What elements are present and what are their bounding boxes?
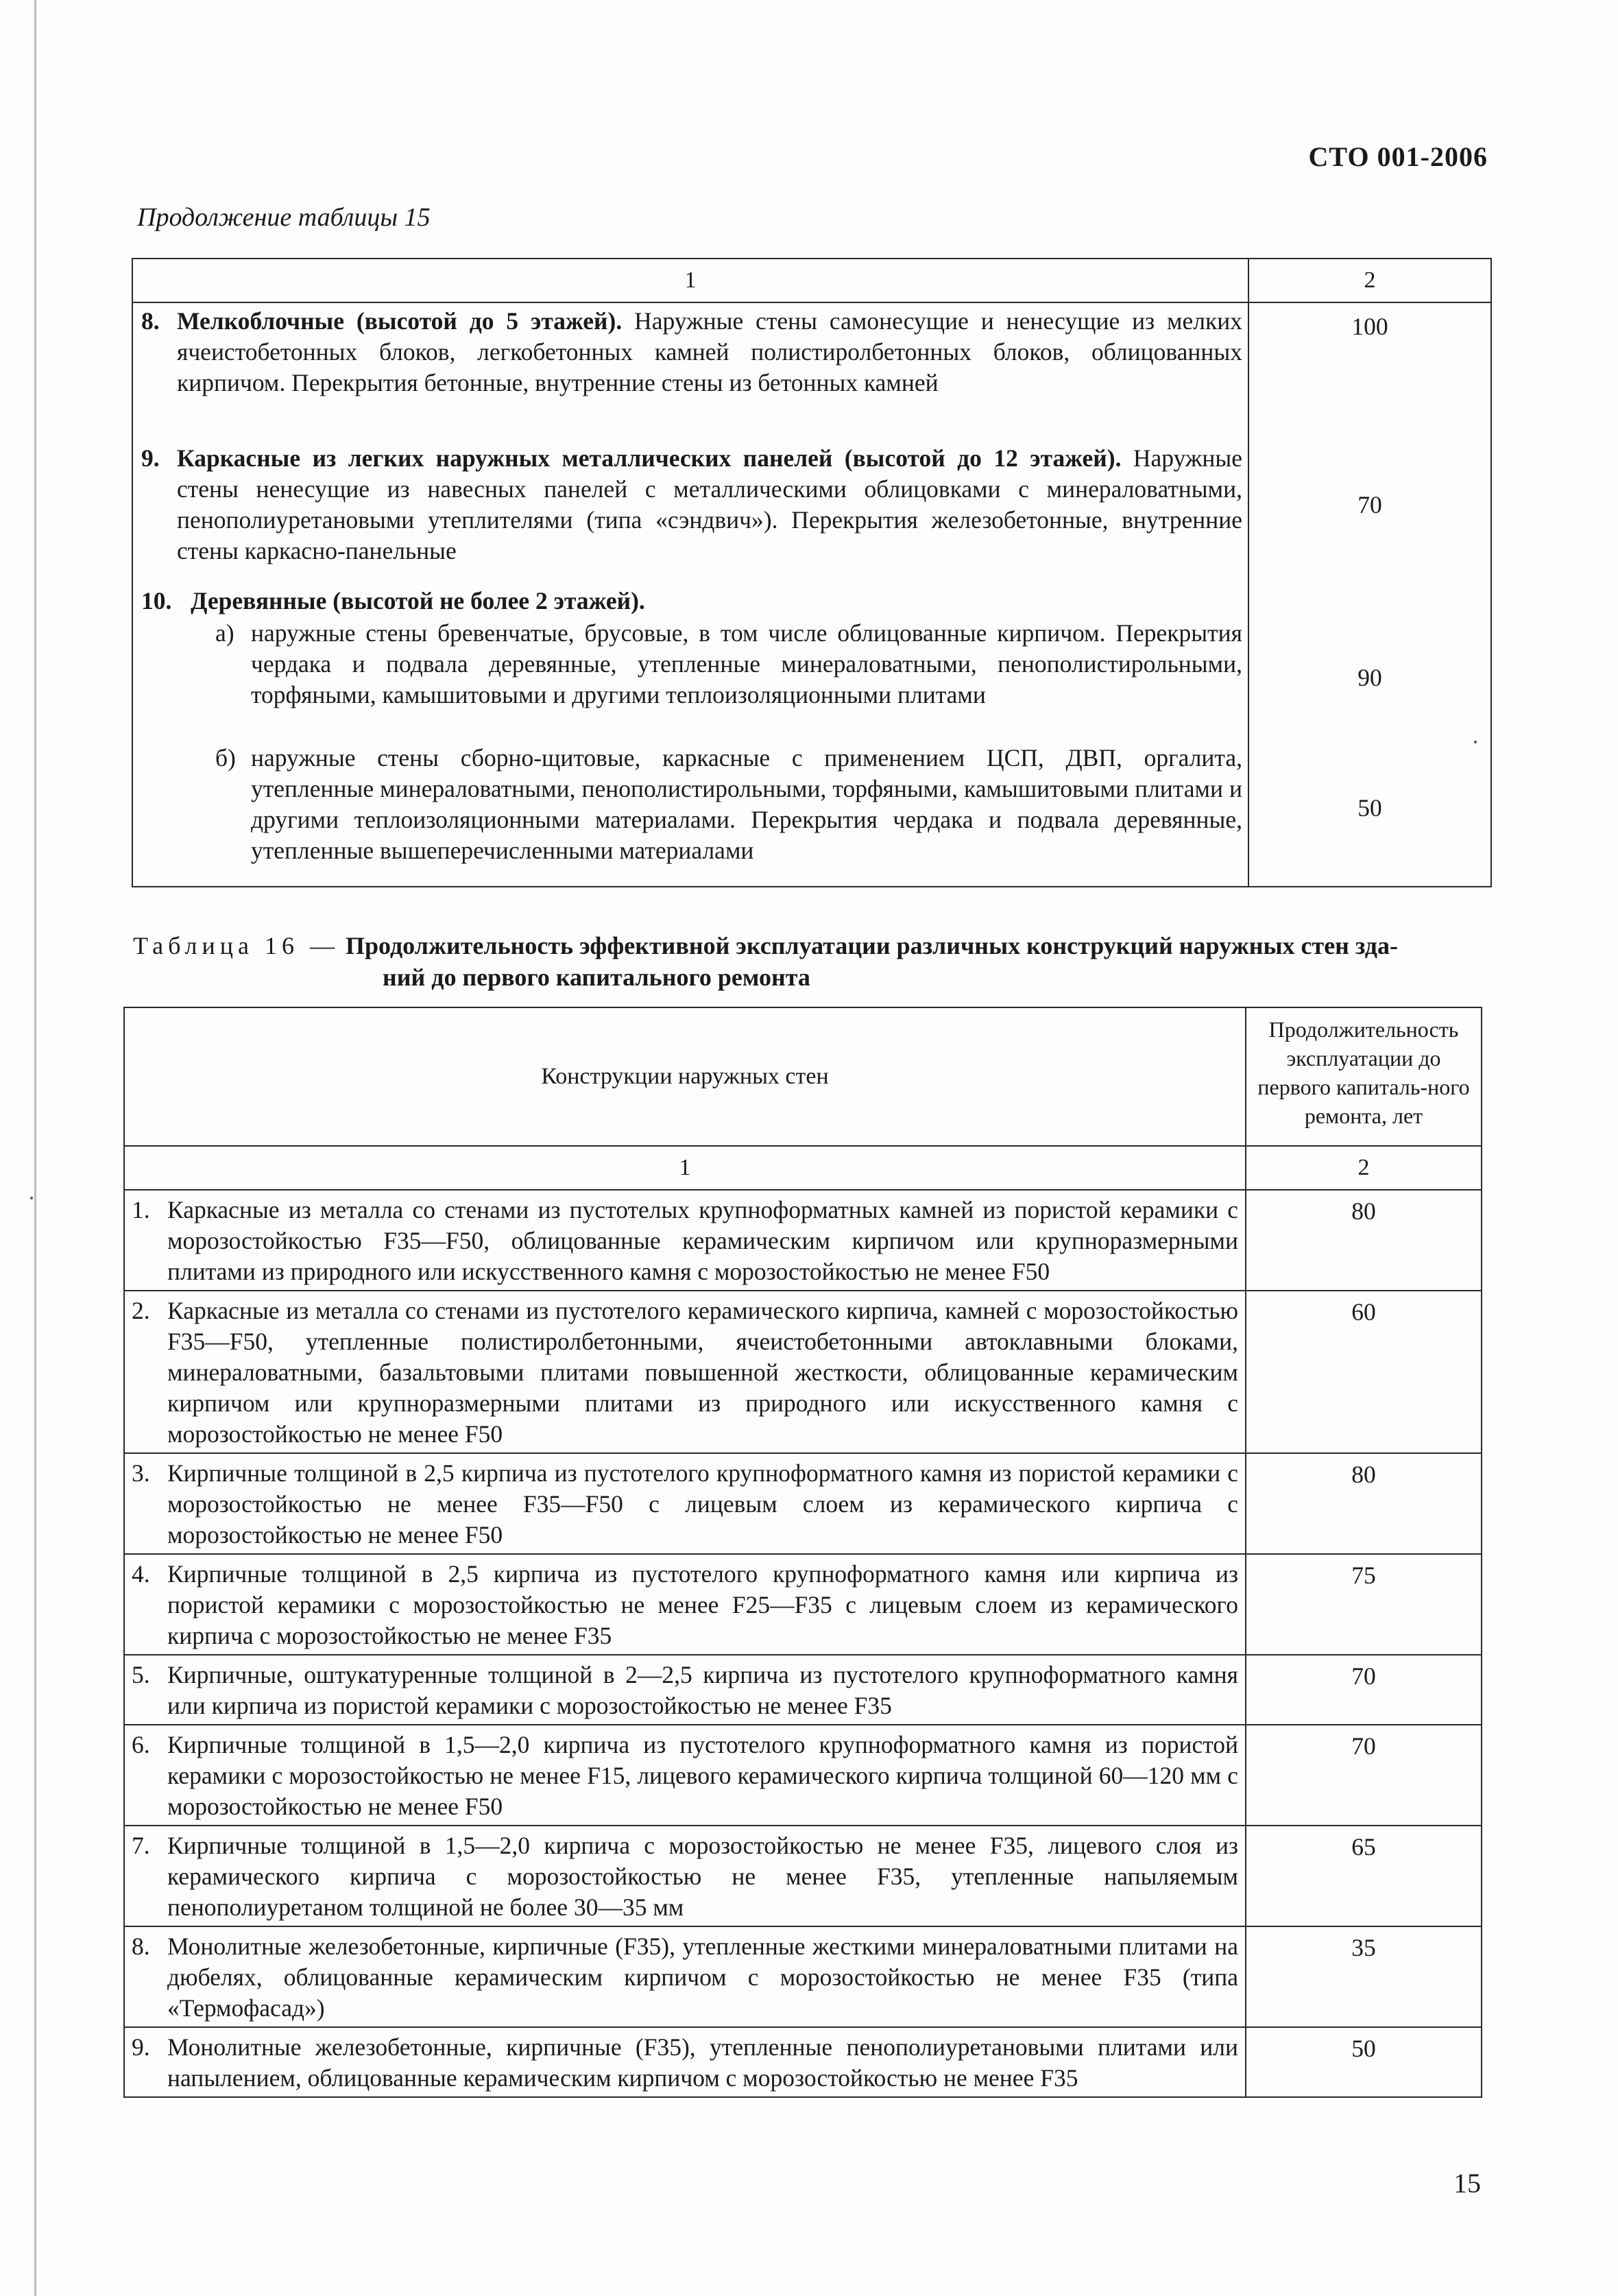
row-number: 8. — [132, 1933, 150, 1960]
table15-row-10a — [133, 618, 1248, 743]
row-number: 2. — [132, 1297, 150, 1324]
table15-body — [132, 302, 1491, 887]
page-number: 15 — [1453, 2168, 1481, 2199]
duration-value: 80 — [1246, 1453, 1482, 1554]
table-row — [124, 1291, 1482, 1453]
document-code: СТО 001-2006 — [1308, 141, 1488, 172]
table-row — [124, 1655, 1482, 1725]
scan-speck — [30, 1197, 33, 1199]
row-lead: Мелкоблочные (высотой до 5 этажей). — [177, 307, 623, 335]
table-row — [124, 2027, 1482, 2097]
table15-descriptions — [132, 302, 1248, 887]
row-number: 3. — [132, 1459, 150, 1487]
table15-col1-number: 1 — [132, 259, 1248, 302]
scan-speck — [1474, 741, 1477, 743]
construction-cell — [124, 1725, 1246, 1826]
construction-cell — [124, 1926, 1246, 2027]
sub-letter: б) — [215, 744, 236, 772]
construction-cell — [124, 2027, 1246, 2097]
value-row-10b: 50 — [1357, 794, 1382, 822]
value-row-9: 70 — [1357, 491, 1382, 518]
value-row-10a: 90 — [1357, 664, 1382, 691]
table-row — [124, 1554, 1482, 1655]
construction-cell — [124, 1655, 1246, 1725]
duration-value: 50 — [1246, 2027, 1482, 2097]
row-text: Кирпичные, оштукатуренные толщиной в 2—2,5 кирпича из пустотелого крупноформатного камня или кирпича из пористой керамики с морозостойкостью не менее F35 — [167, 1661, 1238, 1719]
value-row-8: 100 — [1351, 313, 1388, 340]
table16-header — [124, 1007, 1482, 1146]
table15-row-10b — [133, 743, 1248, 866]
row-number: 10. — [141, 587, 172, 614]
duration-value: 35 — [1246, 1926, 1482, 2027]
table16-col2-number: 2 — [1246, 1146, 1482, 1190]
table-row — [124, 1926, 1482, 2027]
duration-value: 70 — [1246, 1725, 1482, 1826]
row-text: Кирпичные толщиной в 1,5—2,0 кирпича с морозостойкостью не менее F35, лицевого слоя из керамического кирпича с морозостойкостью не менее F35, утепленные напыляемым пенополиуретаном толщиной не более 30—35 мм — [167, 1832, 1238, 1921]
row-number: 8. — [141, 307, 160, 335]
duration-value: 80 — [1246, 1190, 1482, 1291]
binding-edge — [34, 0, 36, 2296]
table-row — [124, 1826, 1482, 1926]
row-number: 6. — [132, 1731, 150, 1758]
row-number: 5. — [132, 1661, 150, 1688]
row-text: Монолитные железобетонные, кирпичные (F35), утепленные пенополиуретановыми плитами или напылением, облицованные керамическим кирпичом с морозостойкостью не менее F35 — [167, 2033, 1238, 2092]
table16-label: Таблица 16 — — [133, 932, 339, 959]
construction-cell — [124, 1554, 1246, 1655]
row-text: Наружные стены ненесущие из навесных панелей с металлическими облицовками с минераловатными, пенополиуретановыми утеплителями (типа «сэндвич»). Перекрытия железобетонные, внутренние стены каркасно-панельные — [177, 444, 1243, 564]
table15-values — [1248, 302, 1491, 887]
table-row — [124, 1725, 1482, 1826]
row-number: 9. — [141, 444, 160, 472]
row-number: 4. — [132, 1560, 150, 1588]
row-text: Монолитные железобетонные, кирпичные (F35), утепленные жесткими минераловатными плитами на дюбелях, облицованные керамическим кирпичом с морозостойкостью не менее F35 (типа «Термофасад») — [167, 1933, 1238, 2022]
table16-title — [133, 930, 1484, 993]
table15-row-10 — [133, 583, 1248, 617]
row-text: Каркасные из металла со стенами из пустотелого керамического кирпича, камней с морозостойкостью F35—F50, утепленные полистиролбетонными, ячеистобетонными автоклавными блоками, минераловатными, базальтовыми плитами повышенной жесткости, облицованные керамическим кирпичом или крупноразмерными плитами из природного или искусственного камня с морозостойкостью не менее F50 — [167, 1297, 1238, 1448]
row-number: 7. — [132, 1832, 150, 1859]
table16-column-numbers — [124, 1146, 1482, 1190]
construction-cell — [124, 1190, 1246, 1291]
table-row — [124, 1453, 1482, 1554]
duration-value: 65 — [1246, 1826, 1482, 1926]
row-text: Кирпичные толщиной в 2,5 кирпича из пустотелого крупноформатного камня из пористой керамики с морозостойкостью не менее F35—F50 с лицевым слоем из керамического кирпича с морозостойкостью не менее F50 — [167, 1459, 1238, 1548]
table15-row-8 — [133, 303, 1248, 431]
table16-header-constructions: Конструкции наружных стен — [124, 1007, 1246, 1146]
table15-continuation-caption: Продолжение таблицы 15 — [137, 203, 431, 232]
row-number: 1. — [132, 1196, 150, 1223]
table16-header-duration: Продолжительность эксплуатации до первого капиталь-ного ремонта, лет — [1246, 1007, 1482, 1146]
row-text: Кирпичные толщиной в 2,5 кирпича из пустотелого крупноформатного камня или кирпича из пористой керамики с морозостойкостью не менее F25—F35 с лицевым слоем из керамического кирпича с морозостойкостью не менее F35 — [167, 1560, 1238, 1649]
row-text: Каркасные из металла со стенами из пустотелых крупноформатных камней из пористой керамики с морозостойкостью F35—F50, облицованные керамическим кирпичом или крупноразмерными плитами из природного или искусственного камня с морозостойкостью не менее F50 — [167, 1196, 1238, 1285]
sub-text: наружные стены бревенчатые, брусовые, в том числе облицованные кирпичом. Перекрытия чердака и подвала деревянные, утепленные минераловатными, пенополистирольными, торфяными, камышитовыми и другими теплоизоляционными плитами — [251, 619, 1242, 708]
table-16 — [123, 1007, 1482, 2098]
row-text: Наружные стены самонесущие и ненесущие из мелких ячеистобетонных блоков, легкобетонных камней полистиролбетонных блоков, облицованных кирпичом. Перекрытия бетонные, внутренние стены из бетонных камней — [177, 307, 1242, 396]
table-row — [124, 1190, 1482, 1291]
table16-title-line1: Продолжительность эффективной эксплуатации различных конструкций наружных стен зда- — [345, 932, 1398, 959]
row-text: Кирпичные толщиной в 1,5—2,0 кирпича из пустотелого крупноформатного камня из пористой керамики с морозостойкостью не менее F15, лицевого керамического кирпича толщиной 60—120 мм с морозостойкостью не менее F50 — [167, 1731, 1238, 1820]
table16-col1-number: 1 — [124, 1146, 1246, 1190]
duration-value: 70 — [1246, 1655, 1482, 1725]
construction-cell — [124, 1453, 1246, 1554]
construction-cell — [124, 1291, 1246, 1453]
duration-value: 60 — [1246, 1291, 1482, 1453]
row-number: 9. — [132, 2033, 150, 2061]
sub-letter: а) — [215, 619, 234, 647]
table15-col2-number: 2 — [1248, 259, 1491, 302]
table16-body — [124, 1190, 1482, 2097]
table16-title-line2: ний до первого капитального ремонта — [383, 964, 810, 991]
table15-row-9 — [133, 431, 1248, 583]
sub-text: наружные стены сборно-щитовые, каркасные с применением ЦСП, ДВП, оргалита, утепленные минераловатными, пенополистирольными, торфяными, камышитовыми плитами и другими теплоизоляционными материалами. Перекрытия чердака и подвала деревянные, утепленные вышеперечисленными материалами — [251, 744, 1242, 864]
table-15 — [132, 258, 1492, 887]
table15-column-numbers — [132, 259, 1491, 302]
duration-value: 75 — [1246, 1554, 1482, 1655]
construction-cell — [124, 1826, 1246, 1926]
row-lead: Каркасные из легких наружных металлических панелей (высотой до 12 этажей). — [177, 444, 1122, 472]
row-lead: Деревянные (высотой не более 2 этажей). — [191, 587, 645, 614]
